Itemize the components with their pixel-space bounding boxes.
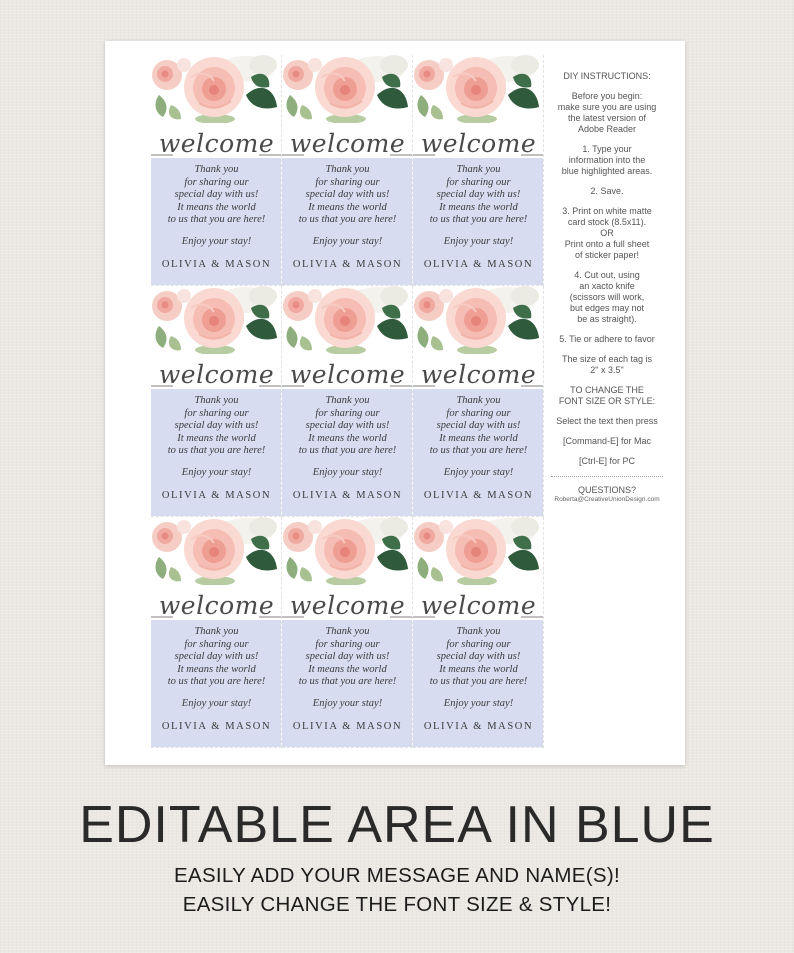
- instruction-line: 5. Tie or adhere to favor: [559, 334, 655, 344]
- message-line: special day with us!: [305, 651, 390, 662]
- tag-enjoy[interactable]: Enjoy your stay!: [181, 236, 252, 247]
- instruction-step: [545, 385, 669, 407]
- flourish-line-icon: [282, 381, 413, 389]
- message-line: Thank you: [456, 626, 501, 637]
- subline-font: EASILY CHANGE THE FONT SIZE & STYLE!: [182, 893, 612, 916]
- message-line: special day with us!: [305, 189, 390, 200]
- tag-enjoy[interactable]: Enjoy your stay!: [312, 467, 383, 478]
- message-line: to us that you are here!: [298, 445, 397, 456]
- message-line: It means the world: [308, 663, 387, 675]
- floral-rose-icon: [413, 55, 544, 123]
- message-line: special day with us!: [174, 189, 259, 200]
- instruction-line: Adobe Reader: [577, 124, 637, 134]
- editable-area[interactable]: [282, 158, 413, 286]
- message-line: for sharing our: [315, 176, 380, 188]
- welcome-tag: [413, 55, 544, 286]
- message-line: for sharing our: [446, 407, 511, 419]
- tag-enjoy[interactable]: Enjoy your stay!: [443, 236, 514, 247]
- instructions-title: DIY INSTRUCTIONS:: [563, 71, 651, 81]
- instruction-line: but edges may not: [569, 303, 645, 313]
- message-line: It means the world: [439, 663, 518, 675]
- floral-rose-icon: [282, 55, 413, 123]
- editable-area[interactable]: [282, 389, 413, 517]
- flourish-line-icon: [282, 150, 413, 158]
- welcome-script: welcome: [158, 360, 275, 389]
- floral-rose-icon: [151, 55, 282, 123]
- tag-names[interactable]: OLIVIA & MASON: [161, 259, 272, 270]
- instruction-step: [545, 354, 669, 376]
- instruction-step: [545, 186, 669, 197]
- message-line: It means the world: [177, 201, 256, 213]
- message-line: special day with us!: [174, 651, 259, 662]
- instruction-line: 1. Type your: [582, 144, 632, 154]
- flourish-line-icon: [151, 612, 282, 620]
- instruction-line: 4. Cut out, using: [574, 270, 640, 280]
- message-line: It means the world: [439, 432, 518, 444]
- floral-rose-icon: [282, 517, 413, 585]
- instruction-step: [545, 144, 669, 177]
- instruction-line: Print onto a full sheet: [564, 239, 650, 249]
- instruction-line: information into the: [568, 155, 646, 165]
- instruction-step: [545, 436, 669, 447]
- floral-rose-icon: [413, 517, 544, 585]
- welcome-script: welcome: [289, 129, 406, 158]
- message-line: special day with us!: [436, 420, 521, 431]
- instruction-line: be as straight).: [577, 314, 637, 324]
- subline-message: EASILY ADD YOUR MESSAGE AND NAME(S)!: [174, 864, 620, 887]
- editable-area[interactable]: [282, 620, 413, 748]
- welcome-tag: [413, 517, 544, 748]
- editable-area[interactable]: [413, 620, 544, 748]
- instructions-steps: [545, 91, 669, 467]
- message-line: to us that you are here!: [429, 214, 528, 225]
- tag-enjoy[interactable]: Enjoy your stay!: [312, 236, 383, 247]
- message-line: Thank you: [325, 164, 370, 175]
- message-line: Thank you: [194, 626, 239, 637]
- headline: EDITABLE AREA IN BLUE: [79, 796, 715, 854]
- message-line: special day with us!: [305, 420, 390, 431]
- contact-email: Roberta@CreativeUnionDesign.com: [554, 496, 660, 503]
- welcome-script: welcome: [158, 129, 275, 158]
- tag-names[interactable]: OLIVIA & MASON: [292, 721, 403, 732]
- instruction-line: Select the text then press: [556, 416, 658, 426]
- welcome-script: welcome: [158, 591, 275, 620]
- welcome-tag: [282, 55, 413, 286]
- message-line: to us that you are here!: [167, 214, 266, 225]
- message-line: for sharing our: [315, 407, 380, 419]
- message-line: to us that you are here!: [298, 676, 397, 687]
- message-line: for sharing our: [315, 638, 380, 650]
- tag-message[interactable]: [282, 164, 413, 227]
- tag-message[interactable]: [151, 395, 282, 458]
- instruction-line: 3. Print on white matte: [562, 206, 652, 216]
- instruction-step: [545, 91, 669, 135]
- instruction-line: make sure you are using: [557, 102, 657, 112]
- floral-rose-icon: [151, 286, 282, 354]
- welcome-tag: [282, 517, 413, 748]
- message-line: Thank you: [325, 395, 370, 406]
- message-line: for sharing our: [446, 638, 511, 650]
- flourish-line-icon: [282, 612, 413, 620]
- tag-names[interactable]: OLIVIA & MASON: [292, 259, 403, 270]
- message-line: for sharing our: [184, 176, 249, 188]
- instruction-line: 2. Save.: [590, 186, 624, 196]
- instruction-line: FONT SIZE OR STYLE:: [558, 396, 656, 406]
- instruction-line: [Command-E] for Mac: [562, 436, 652, 446]
- instruction-line: The size of each tag is: [561, 354, 653, 364]
- welcome-script: welcome: [289, 360, 406, 389]
- tag-enjoy[interactable]: Enjoy your stay!: [181, 467, 252, 478]
- tag-enjoy[interactable]: Enjoy your stay!: [181, 698, 252, 709]
- flourish-line-icon: [413, 612, 544, 620]
- instruction-line: TO CHANGE THE: [570, 385, 644, 395]
- message-line: It means the world: [177, 432, 256, 444]
- instruction-line: card stock (8.5x11).: [567, 217, 647, 227]
- message-line: Thank you: [194, 395, 239, 406]
- message-line: for sharing our: [184, 638, 249, 650]
- welcome-script: welcome: [420, 360, 537, 389]
- message-line: Thank you: [194, 164, 239, 175]
- printable-sheet: [105, 41, 685, 765]
- flourish-line-icon: [151, 150, 282, 158]
- message-line: to us that you are here!: [429, 676, 528, 687]
- flourish-line-icon: [413, 150, 544, 158]
- instruction-line: (scissors will work,: [569, 292, 645, 302]
- instruction-step: [545, 456, 669, 467]
- instruction-line: blue highlighted areas.: [561, 166, 653, 176]
- message-line: special day with us!: [436, 651, 521, 662]
- editable-area[interactable]: [151, 389, 282, 517]
- tag-message[interactable]: [282, 395, 413, 458]
- tag-message[interactable]: [151, 164, 282, 227]
- instruction-line: 2" x 3.5": [590, 365, 624, 375]
- message-line: It means the world: [439, 201, 518, 213]
- editable-area[interactable]: [413, 389, 544, 517]
- tag-names[interactable]: OLIVIA & MASON: [161, 721, 272, 732]
- floral-rose-icon: [151, 517, 282, 585]
- message-line: to us that you are here!: [298, 214, 397, 225]
- instruction-line: an xacto knife: [579, 281, 635, 291]
- message-line: special day with us!: [436, 189, 521, 200]
- tag-message[interactable]: [151, 626, 282, 689]
- message-line: to us that you are here!: [167, 676, 266, 687]
- floral-rose-icon: [413, 286, 544, 354]
- message-line: Thank you: [325, 626, 370, 637]
- tag-names[interactable]: OLIVIA & MASON: [423, 490, 534, 501]
- tag-message[interactable]: [413, 164, 544, 227]
- message-line: Thank you: [456, 164, 501, 175]
- welcome-tag: [151, 55, 282, 286]
- floral-rose-icon: [282, 286, 413, 354]
- message-line: to us that you are here!: [429, 445, 528, 456]
- dotted-divider: [551, 476, 663, 477]
- tag-grid: [151, 55, 544, 748]
- tag-enjoy[interactable]: Enjoy your stay!: [312, 698, 383, 709]
- instruction-line: of sticker paper!: [574, 250, 640, 260]
- tag-enjoy[interactable]: Enjoy your stay!: [443, 698, 514, 709]
- welcome-script: welcome: [289, 591, 406, 620]
- welcome-tag: [413, 286, 544, 517]
- tag-message[interactable]: [413, 395, 544, 458]
- questions-label: QUESTIONS?: [577, 485, 636, 495]
- diy-instructions: [545, 71, 669, 504]
- message-line: for sharing our: [184, 407, 249, 419]
- instruction-step: [545, 206, 669, 261]
- tag-names[interactable]: OLIVIA & MASON: [161, 490, 272, 501]
- welcome-tag: [151, 286, 282, 517]
- welcome-tag: [151, 517, 282, 748]
- message-line: It means the world: [177, 663, 256, 675]
- instruction-line: [Ctrl-E] for PC: [578, 456, 635, 466]
- message-line: It means the world: [308, 201, 387, 213]
- flourish-line-icon: [151, 381, 282, 389]
- instruction-step: [545, 416, 669, 427]
- flourish-line-icon: [413, 381, 544, 389]
- editable-area[interactable]: [151, 158, 282, 286]
- instruction-step: [545, 270, 669, 325]
- message-line: special day with us!: [174, 420, 259, 431]
- instruction-line: Before you begin:: [571, 91, 643, 101]
- message-line: Thank you: [456, 395, 501, 406]
- message-line: to us that you are here!: [167, 445, 266, 456]
- editable-area[interactable]: [413, 158, 544, 286]
- editable-area[interactable]: [151, 620, 282, 748]
- tag-names[interactable]: OLIVIA & MASON: [292, 490, 403, 501]
- tag-enjoy[interactable]: Enjoy your stay!: [443, 467, 514, 478]
- welcome-script: welcome: [420, 591, 537, 620]
- message-line: It means the world: [308, 432, 387, 444]
- welcome-tag: [282, 286, 413, 517]
- tag-names[interactable]: OLIVIA & MASON: [423, 259, 534, 270]
- tag-message[interactable]: [413, 626, 544, 689]
- instruction-step: [545, 334, 669, 345]
- message-line: for sharing our: [446, 176, 511, 188]
- instruction-line: the latest version of: [567, 113, 647, 123]
- instruction-line: OR: [600, 228, 614, 238]
- welcome-script: welcome: [420, 129, 537, 158]
- tag-message[interactable]: [282, 626, 413, 689]
- tag-names[interactable]: OLIVIA & MASON: [423, 721, 534, 732]
